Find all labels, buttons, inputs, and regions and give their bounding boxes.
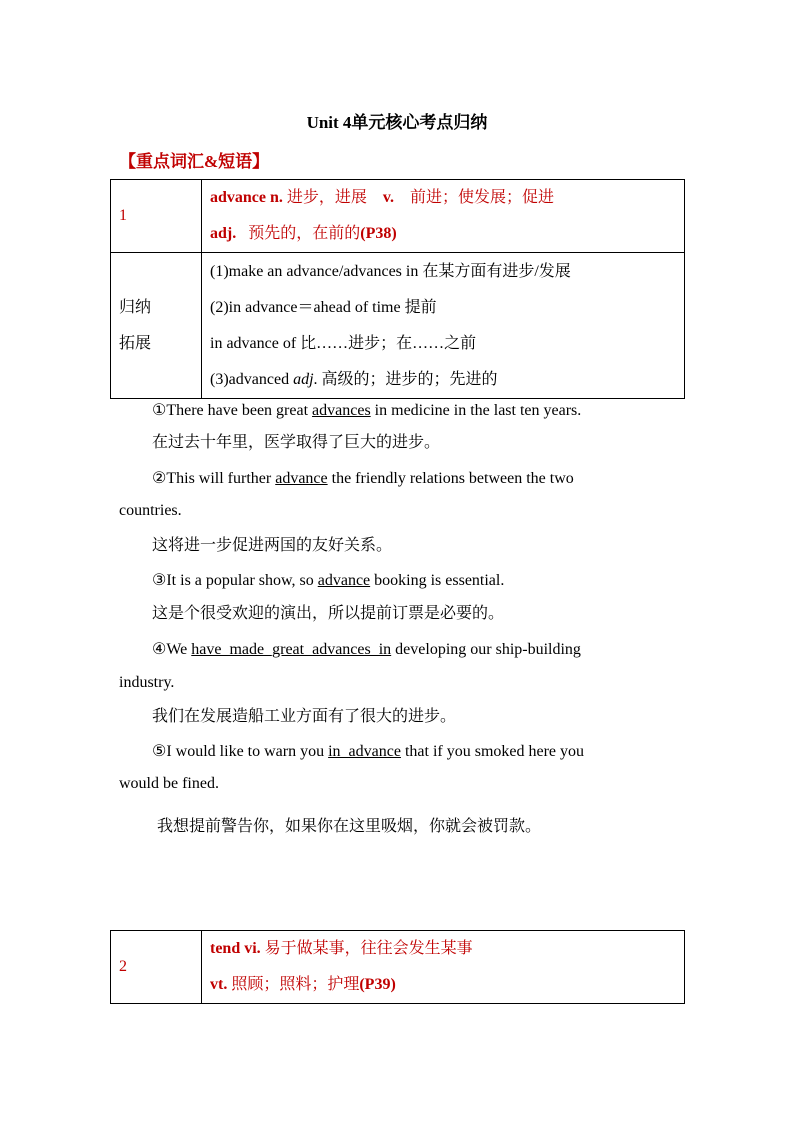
expand-label-2: 拓展 [119, 334, 152, 352]
example-4-translation: 我们在发展造船工业方面有了很大的进步。 [152, 708, 457, 725]
table-row [111, 253, 685, 399]
vocab-table-1 [110, 179, 685, 399]
expand-label-cell [111, 253, 202, 399]
table-row [111, 180, 685, 253]
entry-definition [202, 931, 685, 1004]
example-5: ⑤I would like to warn you in_advance that if you smoked here you [152, 743, 585, 760]
verb-meaning: 前进；使发展；促进 [410, 189, 555, 206]
phrase-item: (2)in advance＝ahead of time 提前 [210, 298, 437, 316]
phrase-item: (1)make an advance/advances in 在某方面有进步/发展 [210, 262, 571, 280]
table-row [111, 931, 685, 1004]
adj-meaning: 预先的，在前的 [248, 225, 361, 242]
verb-label: v. [382, 189, 395, 206]
example-4: ④We have_made_great_advances_in developing our ship-building [152, 641, 581, 658]
example-2-cont: countries. [119, 502, 182, 519]
example-5-translation: 我想提前警告你，如果你在这里吸烟，你就会被罚款。 [157, 818, 542, 835]
example-1: ①There have been great advances in medicine in the last ten years. [152, 402, 582, 419]
example-1-translation: 在过去十年里，医学取得了巨大的进步。 [152, 434, 441, 451]
phrase-item: in advance of 比……进步；在……之前 [210, 334, 477, 352]
noun-meaning: 进步，进展 [286, 189, 367, 206]
entry-number: 2 [111, 931, 202, 1004]
expand-label-1: 归纳 [119, 298, 152, 316]
vt-label: vt. [210, 976, 228, 993]
adj-label: adj. [210, 225, 237, 242]
example-3: ③It is a popular show, so advance booking is essential. [152, 572, 505, 589]
example-2: ②This will further advance the friendly relations between the two [152, 470, 574, 487]
entry-number: 1 [111, 180, 202, 253]
vt-meaning: 照顾；照料；护理 [231, 976, 360, 993]
vocab-table-2 [110, 930, 685, 1004]
example-3-translation: 这是个很受欢迎的演出，所以提前订票是必要的。 [152, 605, 505, 622]
page-ref: (P38) [360, 225, 397, 242]
example-4-cont: industry. [119, 674, 175, 691]
page-title: Unit 4单元核心考点归纳 [306, 113, 488, 132]
section-heading: 【重点词汇&短语】 [119, 152, 270, 171]
example-5-cont: would be fined. [119, 775, 219, 792]
phrase-item: (3)advanced adj. 高级的；进步的；先进的 [210, 370, 498, 388]
headword: advance n. [210, 189, 283, 206]
page-ref: (P39) [359, 976, 396, 993]
entry-definition [202, 180, 685, 253]
headword: tend vi. [210, 940, 261, 957]
vi-meaning: 易于做某事，往往会发生某事 [264, 940, 473, 957]
example-2-translation: 这将进一步促进两国的友好关系。 [152, 537, 393, 554]
phrase-list [202, 253, 685, 399]
